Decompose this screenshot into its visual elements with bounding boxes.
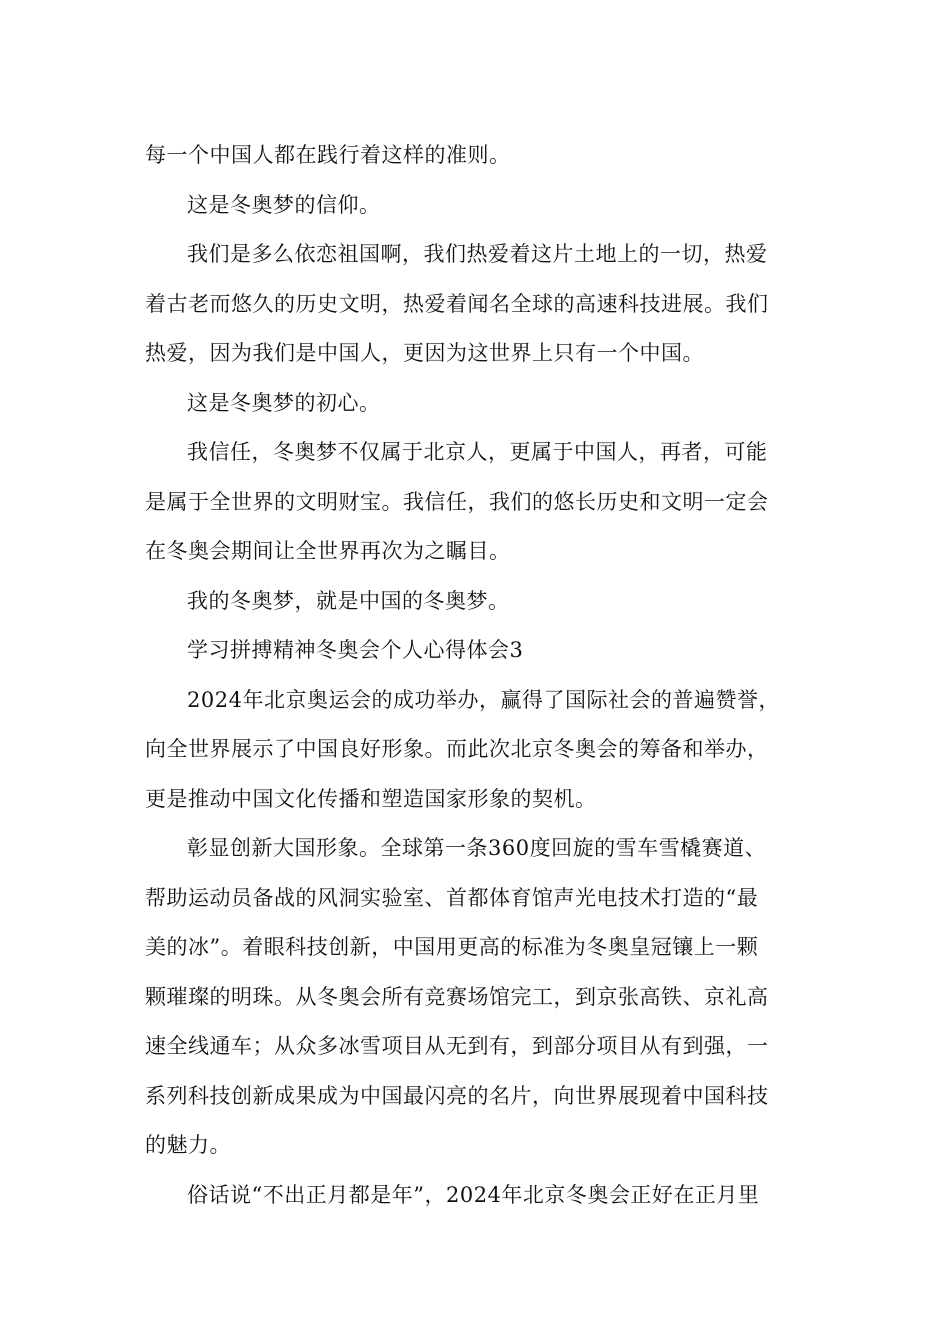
text-line: 这是冬奥梦的信仰。 xyxy=(187,192,381,217)
text-line: 向全世界展示了中国良好形象。而此次北京冬奥会的筹备和举办， xyxy=(145,737,769,761)
text-line: 我们是多么依恋祖国啊，我们热爱着这片土地上的一切，热爱 xyxy=(187,242,768,266)
text-line: 帮助运动员备战的风洞实验室、首都体育馆声光电技术打造的“最 xyxy=(145,885,759,910)
paragraph xyxy=(145,379,810,429)
text-line: 更是推动中国文化传播和塑造国家形象的契机。 xyxy=(145,786,597,811)
text-line: 学习拼搏精神冬奥会个人心得体会3 xyxy=(187,638,524,662)
paragraph xyxy=(145,676,810,825)
text-line: 彰显创新大国形象。全球第一条360度回旋的雪车雪橇赛道、 xyxy=(187,836,767,860)
paragraph xyxy=(145,230,810,379)
paragraph xyxy=(145,181,810,231)
paragraph xyxy=(145,824,810,1171)
text-line: 美的冰”。着眼科技创新，中国用更高的标准为冬奥皇冠镶上一颗 xyxy=(145,935,759,959)
text-line: 每一个中国人都在践行着这样的准则。 xyxy=(145,143,511,167)
document-body xyxy=(145,131,810,1220)
text-line: 俗话说“不出正月都是年”，2024年北京冬奥会正好在正月里 xyxy=(187,1182,760,1207)
text-line: 系列科技创新成果成为中国最闪亮的名片，向世界展现着中国科技 xyxy=(145,1083,769,1108)
text-line: 是属于全世界的文明财宝。我信任，我们的悠长历史和文明一定会 xyxy=(145,489,769,514)
text-line: 的魅力。 xyxy=(145,1133,231,1157)
text-line: 速全线通车；从众多冰雪项目从无到有，到部分项目从有到强，一 xyxy=(145,1034,769,1058)
text-line: 着古老而悠久的历史文明，热爱着闻名全球的高速科技进展。我们 xyxy=(145,291,769,316)
paragraph xyxy=(145,428,810,577)
text-line: 热爱，因为我们是中国人，更因为这世界上只有一个中国。 xyxy=(145,341,704,365)
text-line: 我信任，冬奥梦不仅属于北京人，更属于中国人，再者，可能 xyxy=(187,440,768,464)
text-line: 这是冬奥梦的初心。 xyxy=(187,390,381,415)
text-line: 在冬奥会期间让全世界再次为之瞩目。 xyxy=(145,539,511,563)
text-line: 我的冬奥梦，就是中国的冬奥梦。 xyxy=(187,588,510,613)
section-heading xyxy=(145,626,810,676)
text-line: 颗璀璨的明珠。从冬奥会所有竞赛场馆完工，到京张高铁、京礼高 xyxy=(145,984,769,1009)
paragraph xyxy=(145,131,810,181)
paragraph xyxy=(145,577,810,627)
text-line: 2024年北京奥运会的成功举办，赢得了国际社会的普遍赞誉， xyxy=(187,687,780,712)
paragraph xyxy=(145,1171,810,1221)
